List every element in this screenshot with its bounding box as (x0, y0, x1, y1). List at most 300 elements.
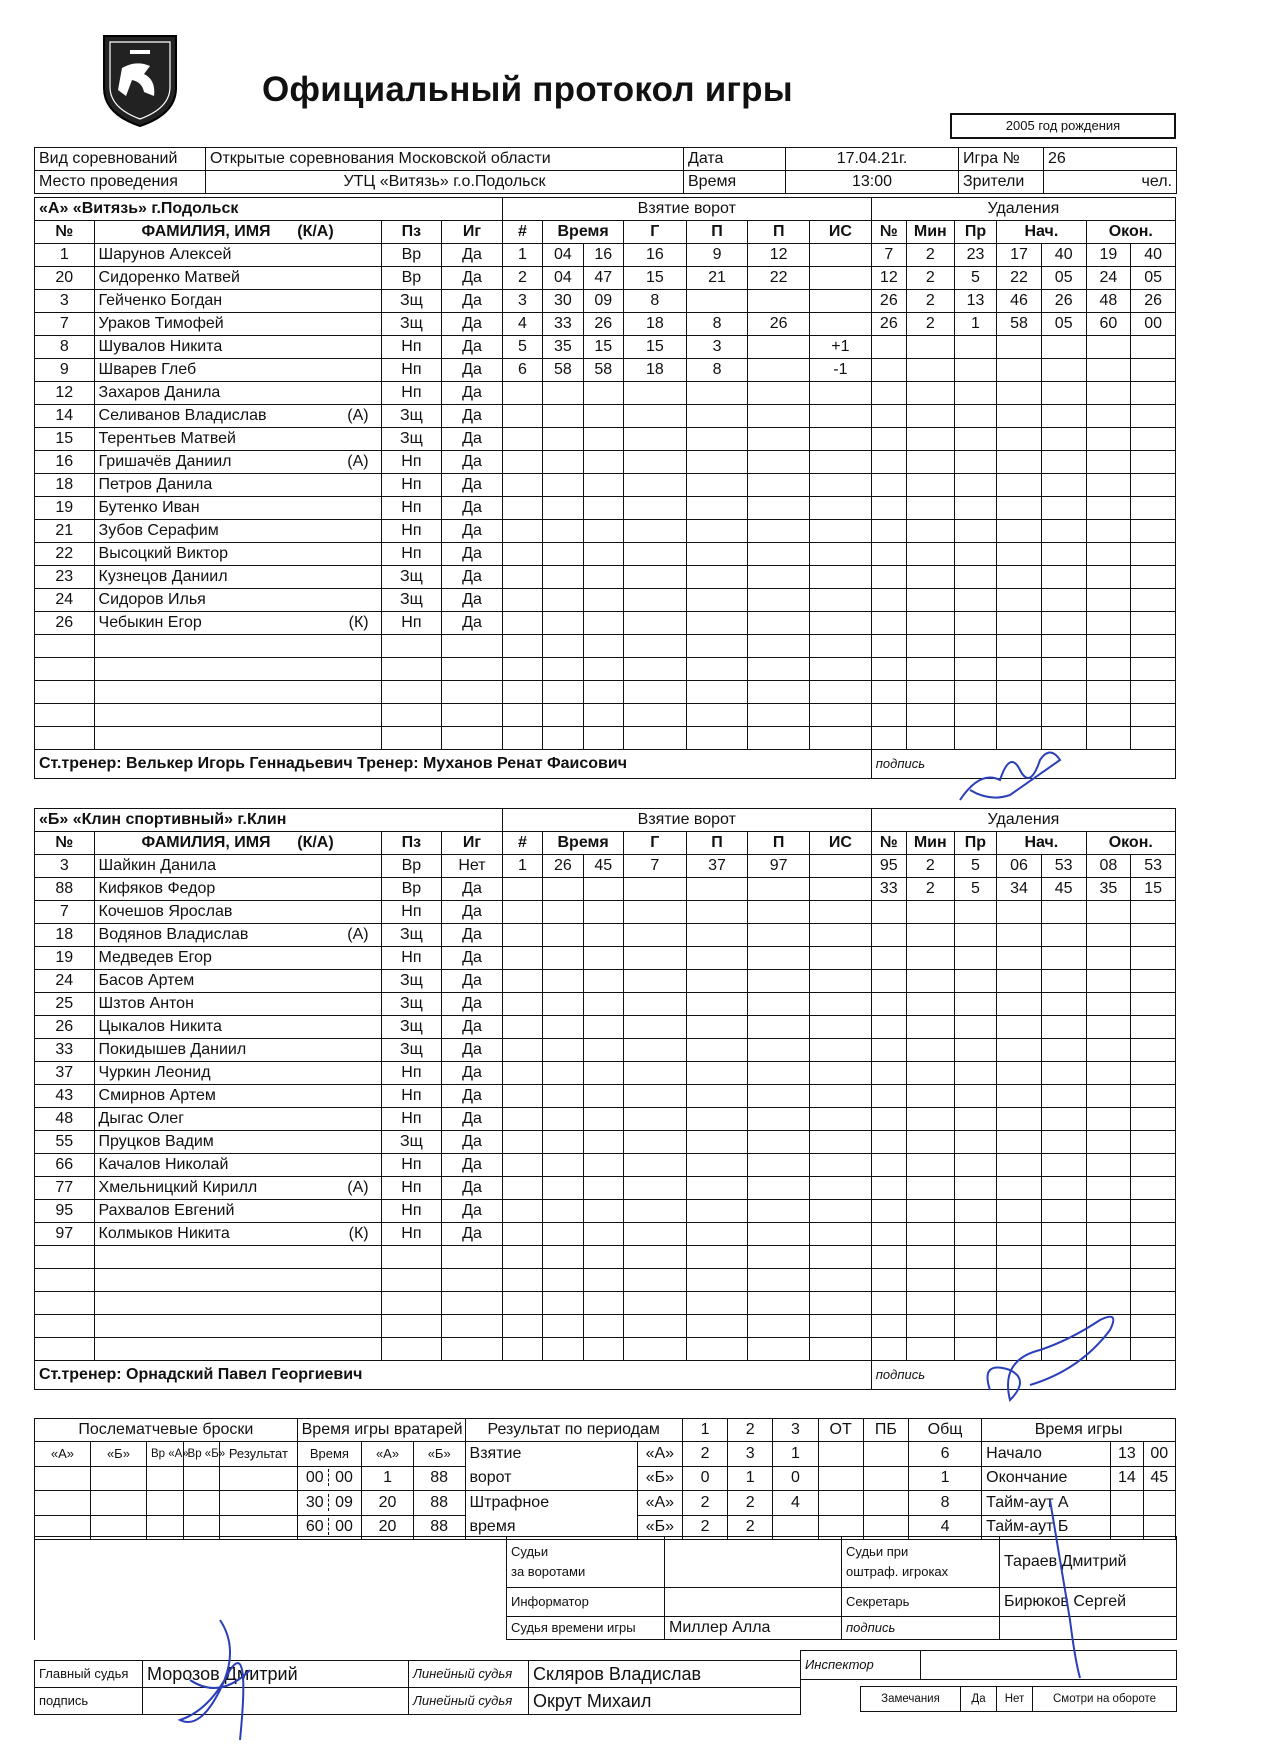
goal-assist-1: 9 (686, 244, 748, 267)
col-no: № (35, 832, 95, 855)
goal-situation (810, 497, 872, 520)
player-row (35, 727, 1176, 750)
goal-second (583, 543, 623, 566)
penalty-minutes (906, 970, 954, 993)
goal-minute (543, 970, 583, 993)
goal-assist-1: 21 (686, 267, 748, 290)
player-number: 24 (35, 589, 95, 612)
player-row (35, 1269, 1176, 1292)
goal-minute (543, 1269, 583, 1292)
goal-scorer (623, 497, 686, 520)
goal-minute: 33 (543, 313, 583, 336)
inspector-label: Инспектор (801, 1651, 921, 1680)
penalty-player: 12 (871, 267, 906, 290)
penalty-end-ss (1131, 681, 1176, 704)
penalty-end-ss: 40 (1131, 244, 1176, 267)
player-position: Вр (381, 244, 442, 267)
goal-minute (543, 1016, 583, 1039)
player-name-text: Кифяков Федор (98, 880, 216, 897)
player-captain-mark: (А) (347, 926, 369, 943)
goal-number: 1 (502, 244, 542, 267)
goal-assist-2 (748, 612, 810, 635)
penalty-end-mm (1086, 635, 1131, 658)
penalty-end-mm (1086, 543, 1131, 566)
goal-assist-2 (748, 1315, 810, 1338)
penalty-start-ss (1041, 947, 1086, 970)
player-played: Да (442, 382, 503, 405)
goal-assist-2 (748, 658, 810, 681)
penalty-reason (954, 1315, 997, 1338)
penalty-minutes (906, 1315, 954, 1338)
penalty-player (871, 901, 906, 924)
penalty-start-mm (997, 924, 1042, 947)
player-played: Да (442, 1108, 503, 1131)
player-name (94, 947, 381, 970)
goal-number: 2 (502, 267, 542, 290)
penalty-reason: 5 (954, 878, 997, 901)
player-number (35, 635, 95, 658)
secretary-name: Бирюков Сергей (1000, 1588, 1177, 1617)
player-played (442, 681, 503, 704)
penalty-start-ss (1041, 1292, 1086, 1315)
goal-situation (810, 1269, 872, 1292)
team-a-table (34, 197, 1176, 779)
player-name-text: Цыкалов Никита (98, 1018, 222, 1035)
player-name-text: Пруцков Вадим (98, 1133, 214, 1150)
penalty-end-mm (1086, 612, 1131, 635)
player-name (94, 428, 381, 451)
game-no-value: 26 (1044, 148, 1177, 171)
penalty-player (871, 1292, 906, 1315)
col-ka-label: (К/А) (297, 223, 334, 240)
goal-situation (810, 589, 872, 612)
goals-a-p1: 2 (682, 1442, 727, 1467)
player-name (94, 359, 381, 382)
penalty-player: 33 (871, 878, 906, 901)
goal-assist-1 (686, 704, 748, 727)
col-pen-reason: Пр (954, 832, 997, 855)
player-row (35, 658, 1176, 681)
goal-scorer (623, 1039, 686, 1062)
goal-minute (543, 566, 583, 589)
penalty-end-ss (1131, 1223, 1176, 1246)
penalty-minutes (906, 924, 954, 947)
head-referee-name: Морозов Дмитрий (143, 1661, 409, 1688)
goal-situation (810, 681, 872, 704)
penalty-start-mm (997, 589, 1042, 612)
goal-number (502, 704, 542, 727)
penalty-end-ss (1131, 359, 1176, 382)
player-row (35, 901, 1176, 924)
penalty-start-ss (1041, 727, 1086, 750)
start-mm: 13 (1111, 1442, 1143, 1467)
player-number: 18 (35, 474, 95, 497)
goal-minute (543, 612, 583, 635)
player-played (442, 1338, 503, 1361)
penalty-start-ss (1041, 1016, 1086, 1039)
player-position: Нп (381, 1085, 442, 1108)
player-number: 21 (35, 520, 95, 543)
col-pen-start: Нач. (997, 832, 1086, 855)
player-number: 26 (35, 1016, 95, 1039)
penalty-end-mm (1086, 1131, 1131, 1154)
penalty-minutes (906, 428, 954, 451)
player-position: Нп (381, 336, 442, 359)
penalty-minutes (906, 1246, 954, 1269)
goal-second (583, 681, 623, 704)
goal-scorer: 18 (623, 313, 686, 336)
player-name (94, 474, 381, 497)
player-row (35, 1085, 1176, 1108)
player-name (94, 1062, 381, 1085)
goal-assist-1 (686, 947, 748, 970)
penalty-end-mm (1086, 947, 1131, 970)
player-row (35, 1108, 1176, 1131)
goal-assist-1 (686, 727, 748, 750)
goal-assist-2 (748, 947, 810, 970)
goal-assist-1 (686, 520, 748, 543)
player-row (35, 589, 1176, 612)
so-team-a: «А» (35, 1442, 91, 1467)
penalty-start-mm (997, 658, 1042, 681)
penalty-start-mm (997, 336, 1042, 359)
goal-assist-1 (686, 290, 748, 313)
pim-team-a-tag: «А» (637, 1491, 682, 1516)
player-position (381, 635, 442, 658)
goal-assist-1: 8 (686, 359, 748, 382)
penalty-end-mm (1086, 589, 1131, 612)
player-number: 9 (35, 359, 95, 382)
penalty-start-mm (997, 566, 1042, 589)
goal-situation (810, 1292, 872, 1315)
player-played (442, 1246, 503, 1269)
goal-situation (810, 1039, 872, 1062)
penalty-player (871, 405, 906, 428)
penalty-end-mm (1086, 924, 1131, 947)
penalty-end-mm (1086, 336, 1131, 359)
team-a-coaches: Ст.тренер: Велькер Игорь Геннадьевич Тренер: Муханов Ренат Фаисович (35, 750, 872, 779)
player-name (94, 1246, 381, 1269)
goal-minute (543, 924, 583, 947)
goal-assist-2 (748, 681, 810, 704)
penalty-end-ss (1131, 451, 1176, 474)
player-row (35, 1177, 1176, 1200)
penalty-reason (954, 1338, 997, 1361)
player-position: Нп (381, 382, 442, 405)
game-time-title: Время игры (982, 1419, 1176, 1442)
penalty-start-mm (997, 1108, 1042, 1131)
col-name (94, 832, 381, 855)
goal-minute (543, 1108, 583, 1131)
goal-second (583, 1315, 623, 1338)
col-pen-start: Нач. (997, 221, 1086, 244)
penalty-start-ss: 05 (1041, 267, 1086, 290)
penalty-reason (954, 681, 997, 704)
goal-situation (810, 1154, 872, 1177)
penalty-reason (954, 727, 997, 750)
penalty-start-mm (997, 1016, 1042, 1039)
col-played: Иг (442, 221, 503, 244)
goals-a-p3: 1 (773, 1442, 818, 1467)
penalty-minutes (906, 635, 954, 658)
goal-assist-2 (748, 924, 810, 947)
player-name (94, 1085, 381, 1108)
goals-a-p2: 3 (728, 1442, 773, 1467)
goal-situation (810, 405, 872, 428)
goal-situation (810, 855, 872, 878)
penalty-reason (954, 1039, 997, 1062)
goal-scorer (623, 878, 686, 901)
player-row (35, 1154, 1176, 1177)
goal-assist-2 (748, 1292, 810, 1315)
goal-minute (543, 635, 583, 658)
goal-assist-1 (686, 1016, 748, 1039)
goal-assist-1 (686, 1108, 748, 1131)
pim-a-p2: 2 (728, 1491, 773, 1516)
pim-label (465, 1491, 637, 1540)
penalty-end-mm (1086, 497, 1131, 520)
penalty-start-ss (1041, 1131, 1086, 1154)
player-name-text: Дыгас Олег (98, 1110, 185, 1127)
col-pen-min: Мин (906, 832, 954, 855)
goal-second (583, 947, 623, 970)
goal-situation: +1 (810, 336, 872, 359)
gk-row-2-ss: 09 (328, 1494, 353, 1511)
player-name-text: Басов Артем (98, 972, 195, 989)
player-number: 55 (35, 1131, 95, 1154)
penalty-player (871, 993, 906, 1016)
goal-minute (543, 1177, 583, 1200)
col-goal-time: Время (543, 221, 624, 244)
goal-scorer (623, 612, 686, 635)
penalty-end-ss (1131, 1108, 1176, 1131)
player-number (35, 1269, 95, 1292)
player-name (94, 1269, 381, 1292)
player-position: Нп (381, 1108, 442, 1131)
penalty-reason (954, 658, 997, 681)
player-number (35, 1292, 95, 1315)
player-row (35, 1131, 1176, 1154)
goal-assist-2 (748, 1154, 810, 1177)
goal-assist-1 (686, 1131, 748, 1154)
goal-scorer: 15 (623, 336, 686, 359)
penalty-reason: 5 (954, 267, 997, 290)
penalty-start-mm (997, 727, 1042, 750)
penalty-player (871, 336, 906, 359)
penalty-reason (954, 1269, 997, 1292)
goal-scorer (623, 1108, 686, 1131)
penalty-end-mm (1086, 681, 1131, 704)
penalty-minutes (906, 543, 954, 566)
player-position: Зщ (381, 290, 442, 313)
col-ka-label: (К/А) (297, 834, 334, 851)
goal-second (583, 474, 623, 497)
player-name-text: Захаров Данила (98, 384, 221, 401)
penalty-end-ss (1131, 1200, 1176, 1223)
penalty-end-mm (1086, 382, 1131, 405)
goal-second (583, 1246, 623, 1269)
player-position: Нп (381, 1154, 442, 1177)
period-so-header: ПБ (863, 1419, 908, 1442)
goal-situation (810, 428, 872, 451)
penalty-end-mm: 35 (1086, 878, 1131, 901)
player-name (94, 290, 381, 313)
player-position (381, 1269, 442, 1292)
penalty-start-ss (1041, 382, 1086, 405)
spectators-unit: чел. (1044, 171, 1177, 194)
player-name (94, 1292, 381, 1315)
goal-situation (810, 901, 872, 924)
player-name-text: Гейченко Богдан (98, 292, 223, 309)
penalty-end-ss (1131, 947, 1176, 970)
penalty-end-mm (1086, 1200, 1131, 1223)
penalty-end-ss (1131, 704, 1176, 727)
goal-assist-1 (686, 428, 748, 451)
penalty-reason (954, 1154, 997, 1177)
penalty-start-mm (997, 1131, 1042, 1154)
goal-minute (543, 543, 583, 566)
goal-assist-1 (686, 901, 748, 924)
penalty-player (871, 1315, 906, 1338)
pim-a-ot (818, 1491, 863, 1516)
penalty-start-ss (1041, 924, 1086, 947)
goal-second (583, 1108, 623, 1131)
player-number (35, 1338, 95, 1361)
player-name-text: Гришачёв Даниил (98, 453, 232, 470)
goal-number (502, 1246, 542, 1269)
goal-situation (810, 1246, 872, 1269)
penalty-end-ss (1131, 1315, 1176, 1338)
goal-number (502, 1338, 542, 1361)
penalty-reason (954, 1246, 997, 1269)
penalty-end-ss (1131, 612, 1176, 635)
player-name (94, 1108, 381, 1131)
goal-minute: 26 (543, 855, 583, 878)
period-total-header: Общ (908, 1419, 981, 1442)
penalty-minutes (906, 497, 954, 520)
penalty-start-mm (997, 993, 1042, 1016)
player-position: Нп (381, 947, 442, 970)
player-position: Нп (381, 451, 442, 474)
goals-label-2: ворот (469, 1469, 512, 1486)
goal-minute (543, 1223, 583, 1246)
player-name (94, 612, 381, 635)
penalty-end-mm (1086, 566, 1131, 589)
goal-scorer (623, 1315, 686, 1338)
time-judge-label: Судья времени игры (507, 1617, 665, 1640)
penalty-minutes: 2 (906, 290, 954, 313)
goal-assist-1 (686, 924, 748, 947)
goal-assist-2: 12 (748, 244, 810, 267)
penalty-player (871, 970, 906, 993)
goal-minute (543, 681, 583, 704)
penalty-minutes (906, 405, 954, 428)
player-number: 3 (35, 290, 95, 313)
goal-situation (810, 313, 872, 336)
col-pen-end: Окон. (1086, 221, 1175, 244)
goal-second (583, 520, 623, 543)
penalty-start-mm: 46 (997, 290, 1042, 313)
player-name-text: Сидоров Илья (98, 591, 206, 608)
player-played: Да (442, 1154, 503, 1177)
player-row (35, 1338, 1176, 1361)
penalty-reason (954, 1085, 997, 1108)
player-name-text: Бутенко Иван (98, 499, 200, 516)
player-position (381, 1292, 442, 1315)
player-name (94, 336, 381, 359)
col-name-label: ФАМИЛИЯ, ИМЯ (141, 834, 271, 851)
game-info-table (34, 147, 1177, 194)
penalty-end-mm: 19 (1086, 244, 1131, 267)
penalty-start-mm: 22 (997, 267, 1042, 290)
goal-assist-1: 8 (686, 313, 748, 336)
penalty-start-ss (1041, 543, 1086, 566)
penalty-start-mm: 17 (997, 244, 1042, 267)
goal-assist-1 (686, 1223, 748, 1246)
penalty-player (871, 520, 906, 543)
goal-minute (543, 589, 583, 612)
player-played: Да (442, 947, 503, 970)
goal-assist-1 (686, 497, 748, 520)
player-played: Да (442, 1016, 503, 1039)
player-name (94, 901, 381, 924)
periods-title: Результат по периодам (465, 1419, 682, 1442)
goal-second (583, 566, 623, 589)
player-position: Нп (381, 520, 442, 543)
penalty-player (871, 589, 906, 612)
penalty-end-mm (1086, 428, 1131, 451)
remarks-no: Нет (997, 1687, 1033, 1712)
goal-situation (810, 520, 872, 543)
goal-number (502, 1269, 542, 1292)
so-goalie-b: Вр «Б» (183, 1442, 220, 1467)
goal-assist-2 (748, 1085, 810, 1108)
penalty-start-ss (1041, 520, 1086, 543)
goal-situation: -1 (810, 359, 872, 382)
penalty-start-ss (1041, 1062, 1086, 1085)
player-name-text: Зубов Серафим (98, 522, 219, 539)
time-label: Время (684, 171, 786, 194)
penalty-end-ss (1131, 520, 1176, 543)
penalty-start-mm (997, 1154, 1042, 1177)
gk-a-header: «А» (362, 1442, 414, 1467)
player-name (94, 520, 381, 543)
goal-second (583, 428, 623, 451)
penalty-end-mm (1086, 359, 1131, 382)
player-name (94, 589, 381, 612)
player-name-text: Шзтов Антон (98, 995, 194, 1012)
goal-scorer (623, 947, 686, 970)
goal-number (502, 1177, 542, 1200)
player-name (94, 993, 381, 1016)
linesman-2-name: Окрут Михаил (529, 1688, 801, 1715)
penalty-end-mm (1086, 1246, 1131, 1269)
player-name-text: Высоцкий Виктор (98, 545, 228, 562)
goal-second (583, 1338, 623, 1361)
penalty-reason (954, 382, 997, 405)
goal-minute (543, 658, 583, 681)
goal-scorer (623, 1016, 686, 1039)
player-position: Зщ (381, 1131, 442, 1154)
penalty-player: 95 (871, 855, 906, 878)
goal-assist-2: 22 (748, 267, 810, 290)
penalty-end-ss (1131, 1131, 1176, 1154)
penalty-minutes (906, 704, 954, 727)
penalty-end-ss (1131, 993, 1176, 1016)
penalty-end-mm (1086, 1016, 1131, 1039)
penalty-end-ss: 05 (1131, 267, 1176, 290)
player-name (94, 970, 381, 993)
